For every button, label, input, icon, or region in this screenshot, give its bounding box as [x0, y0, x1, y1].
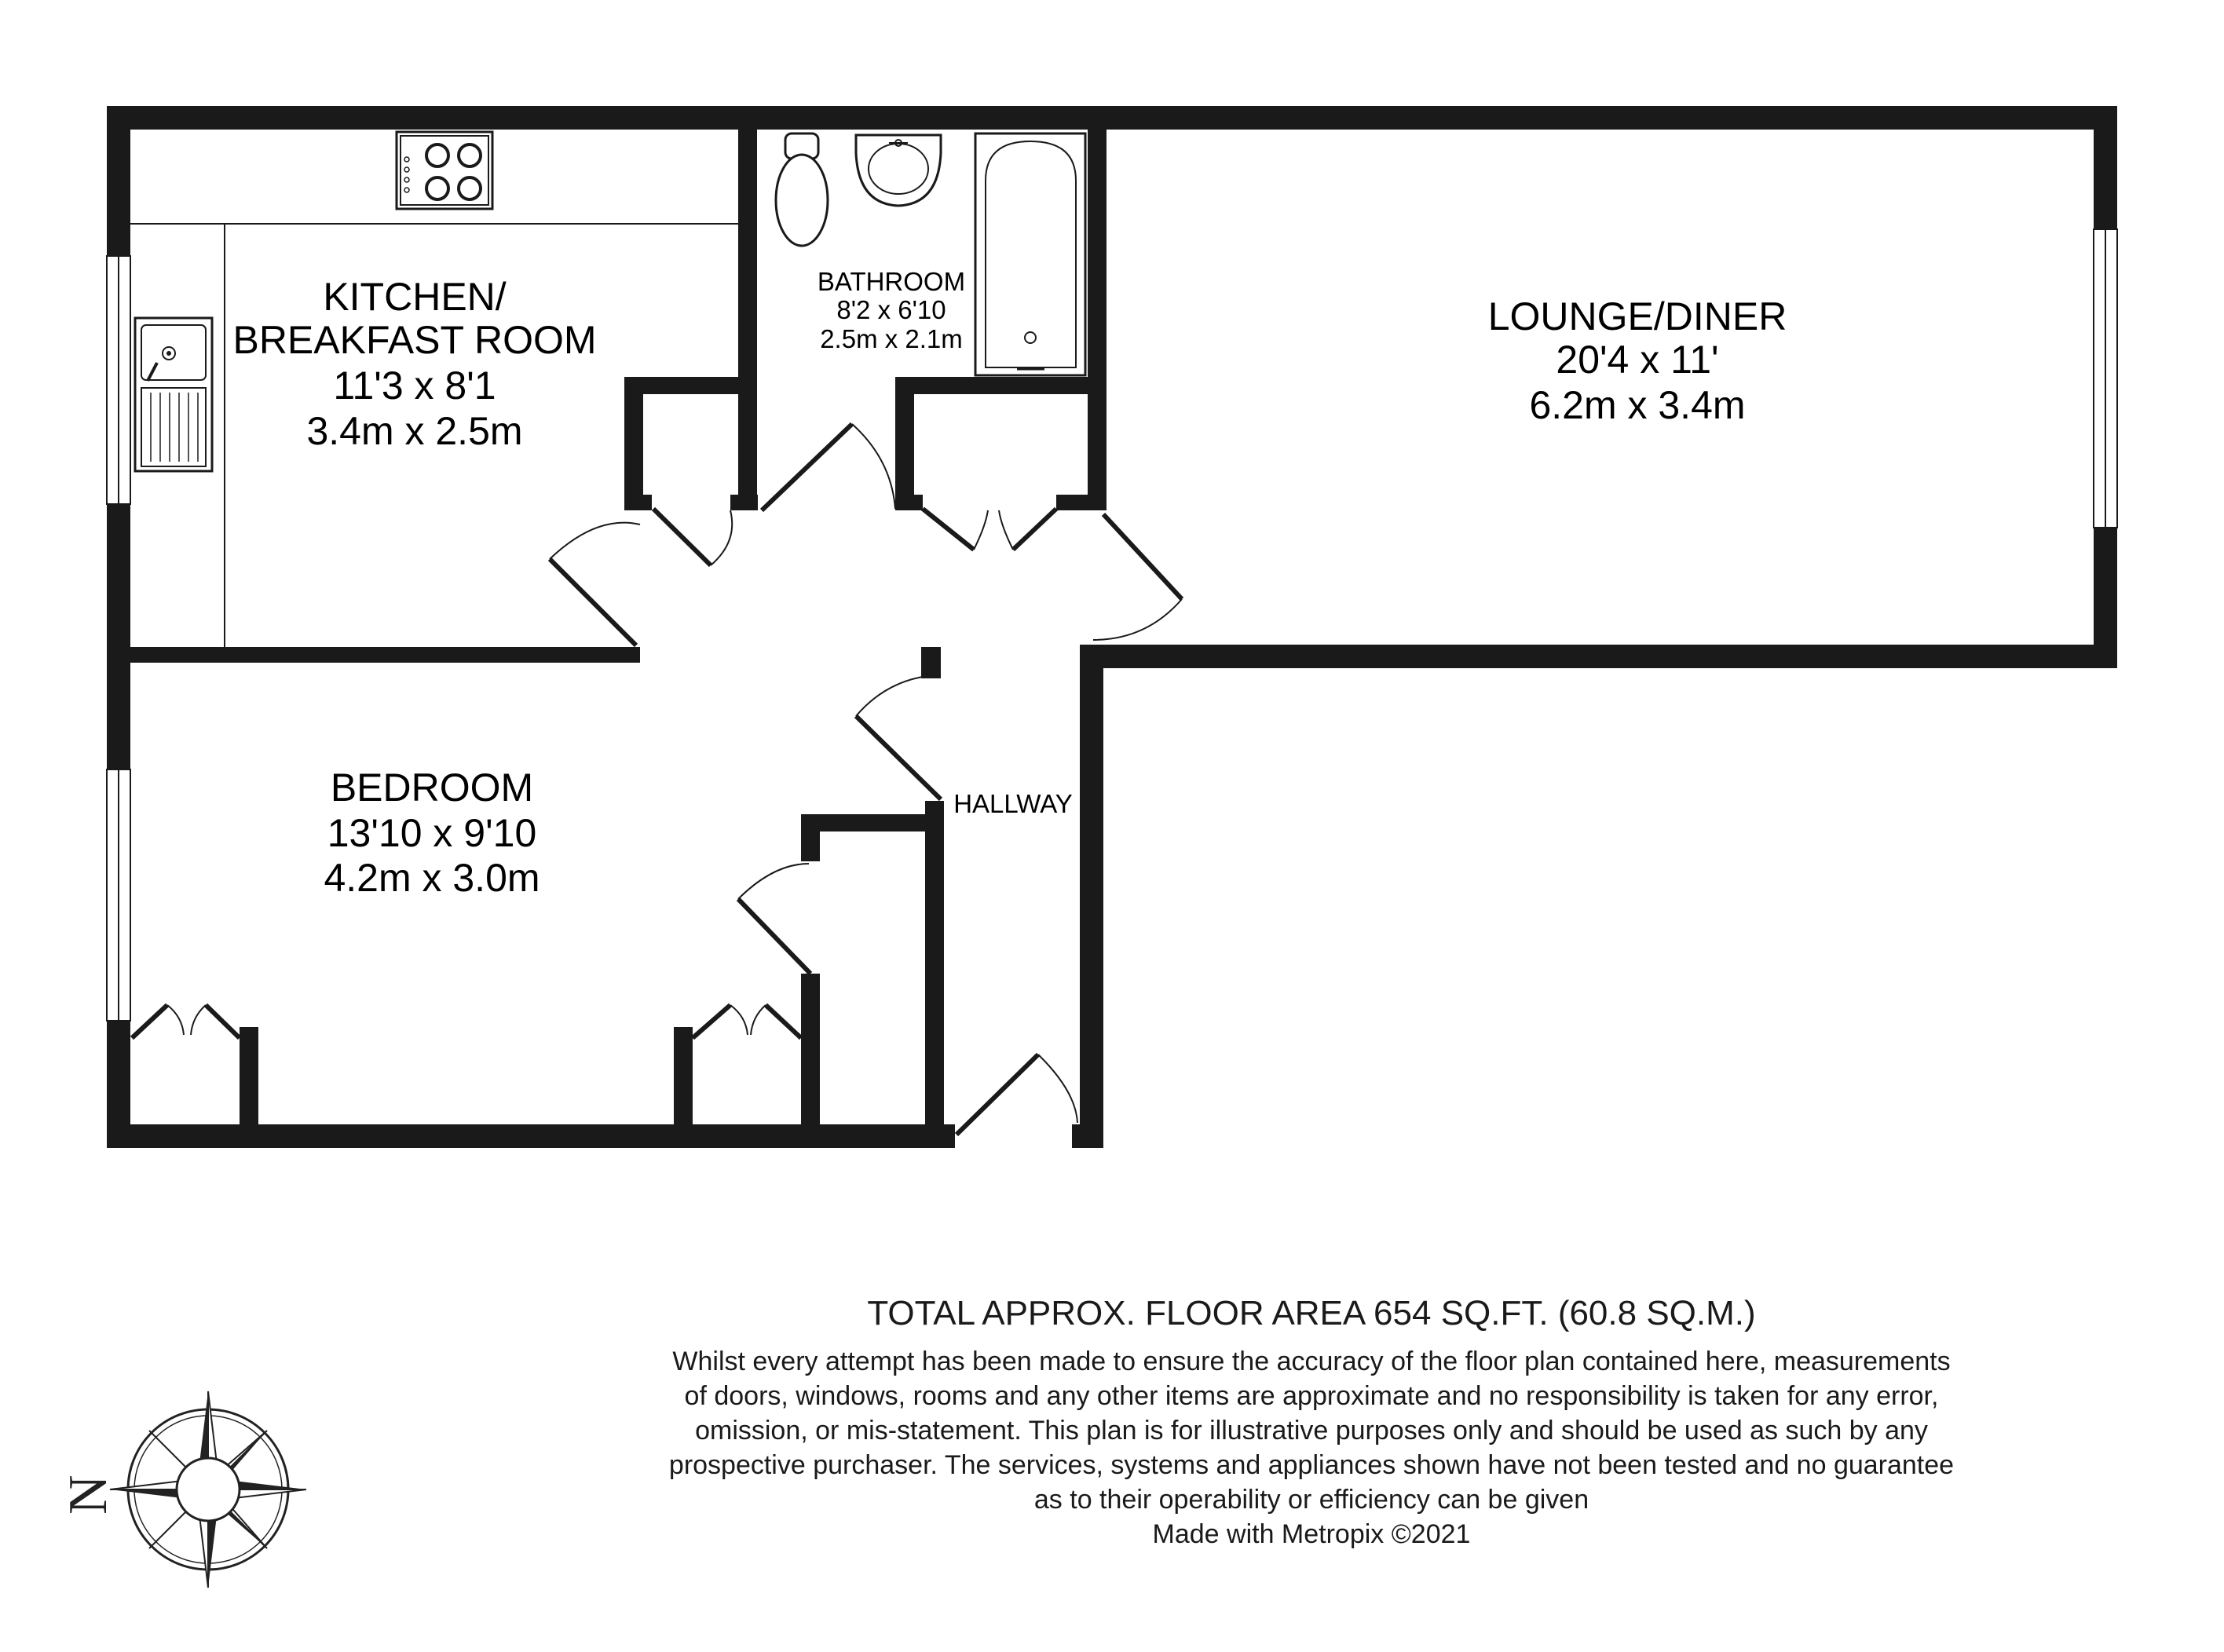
- bathroom-imperial: 8'2 x 6'10: [836, 295, 946, 324]
- bedroom-imperial: 13'10 x 9'10: [327, 811, 537, 855]
- hallway-name: HALLWAY: [953, 789, 1073, 818]
- lounge-name: LOUNGE/DINER: [1487, 294, 1787, 338]
- compass-rose-icon: [58, 1391, 306, 1588]
- credit-line: Made with Metropix ©2021: [1152, 1519, 1471, 1549]
- total-floor-area: TOTAL APPROX. FLOOR AREA 654 SQ.FT. (60.8 SQ.M.): [867, 1294, 1756, 1332]
- hob-icon: [397, 132, 492, 209]
- kitchen-name-line2: BREAKFAST ROOM: [232, 318, 597, 362]
- doors: [132, 424, 1182, 1135]
- toilet-icon: [776, 133, 828, 246]
- disclaimer-line: Whilst every attempt has been made to ensure the accuracy of the floor plan contained here, measurements: [672, 1347, 1951, 1376]
- disclaimer-line: of doors, windows, rooms and any other items are approximate and no responsibility is taken for any error,: [684, 1381, 1939, 1411]
- bathroom-name: BATHROOM: [817, 267, 966, 296]
- compass-north-letter: N: [58, 1475, 119, 1515]
- walls: [107, 106, 2117, 1148]
- lounge-imperial: 20'4 x 11': [1556, 338, 1719, 382]
- disclaimer-line: omission, or mis-statement. This plan is for illustrative purposes only and should be used as such by any: [695, 1416, 1928, 1446]
- lounge-metric: 6.2m x 3.4m: [1529, 383, 1746, 427]
- disclaimer-line: prospective purchaser. The services, systems and appliances shown have not been tested and no guarantee: [668, 1450, 1955, 1480]
- bathtub-icon: [975, 133, 1085, 375]
- bedroom-metric: 4.2m x 3.0m: [324, 856, 540, 900]
- basin-icon: [856, 135, 941, 206]
- kitchen-name-line1: KITCHEN/: [323, 275, 507, 319]
- kitchen-metric: 3.4m x 2.5m: [306, 409, 523, 453]
- disclaimer-line: as to their operability or efficiency can be given: [1033, 1485, 1589, 1515]
- sink-icon: [135, 318, 212, 471]
- kitchen-imperial: 11'3 x 8'1: [333, 364, 496, 408]
- bathroom-metric: 2.5m x 2.1m: [820, 324, 963, 353]
- bedroom-name: BEDROOM: [330, 766, 534, 810]
- disclaimer: [565, 1344, 2058, 1551]
